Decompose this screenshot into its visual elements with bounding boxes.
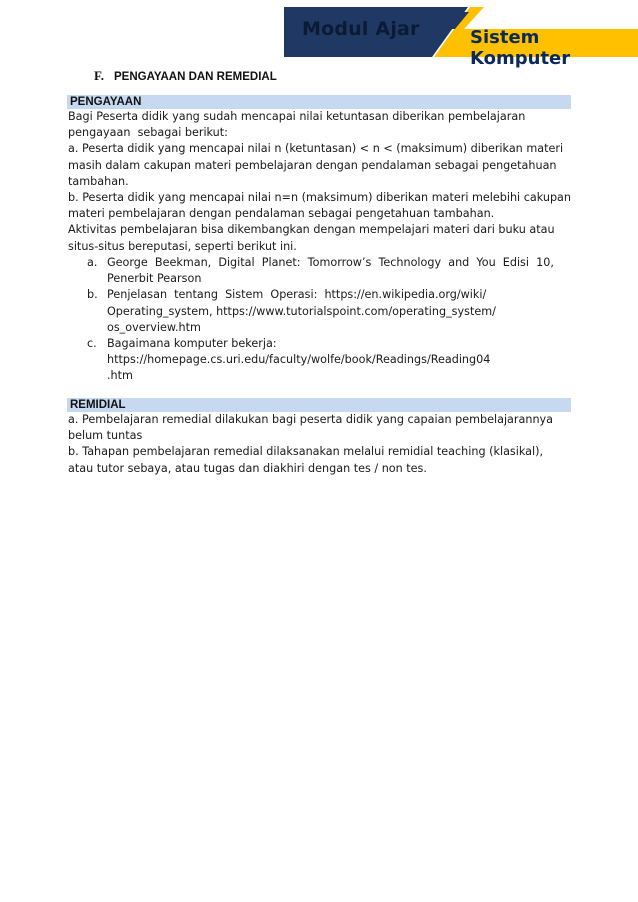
- remedial-line: b. Tahapan pembelajaran remedial dilaksanakan melalui remidial teaching (klasikal),: [68, 445, 544, 459]
- pengayaan-line: masih dalam cakupan materi pembelajaran dengan pendalaman sebagai pengetahuan: [68, 158, 557, 172]
- source-line: Bagaimana komputer bekerja:: [107, 337, 277, 351]
- source-list: [68, 255, 573, 385]
- pengayaan-line: b. Peserta didik yang mencapai nilai n=n (maksimum) diberikan materi melebihi cakupan: [68, 191, 571, 205]
- remedial-line: atau tutor sebaya, atau tugas dan diakhiri dengan tes / non tes.: [68, 461, 427, 475]
- list-item: [68, 336, 573, 385]
- source-line: Penerbit Pearson: [107, 272, 202, 286]
- source-line: Operating_system, https://www.tutorialspoint.com/operating_system/: [107, 304, 496, 318]
- list-item: [68, 287, 573, 336]
- pengayaan-line: materi pembelajaran dengan pendalaman sebagai pengetahuan tambahan.: [68, 207, 495, 221]
- remedial-body: [68, 412, 573, 477]
- source-line: George Beekman, Digital Planet: Tomorrow’s Technology and You Edisi 10,: [107, 256, 554, 269]
- pengayaan-line: a. Peserta didik yang mencapai nilai n (ketuntasan) < n < (maksimum) diberikan materi: [68, 142, 564, 156]
- pengayaan-line: tambahan.: [68, 174, 129, 188]
- section-letter: F.: [94, 68, 104, 83]
- list-marker: c.: [87, 337, 97, 351]
- remedial-heading-bar: REMIDIAL: [67, 398, 571, 412]
- pengayaan-line: pengayaan sebagai berikut:: [68, 126, 228, 140]
- source-line: os_overview.htm: [107, 320, 201, 334]
- pengayaan-line: Aktivitas pembelajaran bisa dikembangkan dengan mempelajari materi dari buku atau: [68, 223, 555, 237]
- pengayaan-body: [68, 109, 573, 255]
- banner-title-left: Modul Ajar: [302, 18, 420, 40]
- list-marker: a.: [87, 256, 98, 269]
- header-banner: [284, 7, 638, 69]
- source-line: .htm: [107, 369, 133, 383]
- remedial-line: belum tuntas: [68, 429, 143, 443]
- section-heading: [94, 68, 277, 84]
- list-item: [68, 255, 573, 287]
- source-line: https://homepage.cs.uri.edu/faculty/wolfe/book/Readings/Reading04: [107, 353, 491, 367]
- section-title: PENGAYAAN DAN REMEDIAL: [114, 71, 277, 83]
- source-line: Penjelasan tentang Sistem Operasi: https://en.wikipedia.org/wiki/: [107, 288, 487, 302]
- pengayaan-line: Bagi Peserta didik yang sudah mencapai nilai ketuntasan diberikan pembelajaran: [68, 110, 526, 123]
- remedial-line: a. Pembelajaran remedial dilakukan bagi peserta didik yang capaian pembelajarannya: [68, 413, 554, 426]
- list-marker: b.: [87, 288, 98, 302]
- banner-title-right: Sistem Komputer: [470, 27, 571, 69]
- pengayaan-heading-bar: PENGAYAAN: [67, 95, 571, 109]
- pengayaan-line: situs-situs bereputasi, seperti berikut ini.: [68, 239, 297, 253]
